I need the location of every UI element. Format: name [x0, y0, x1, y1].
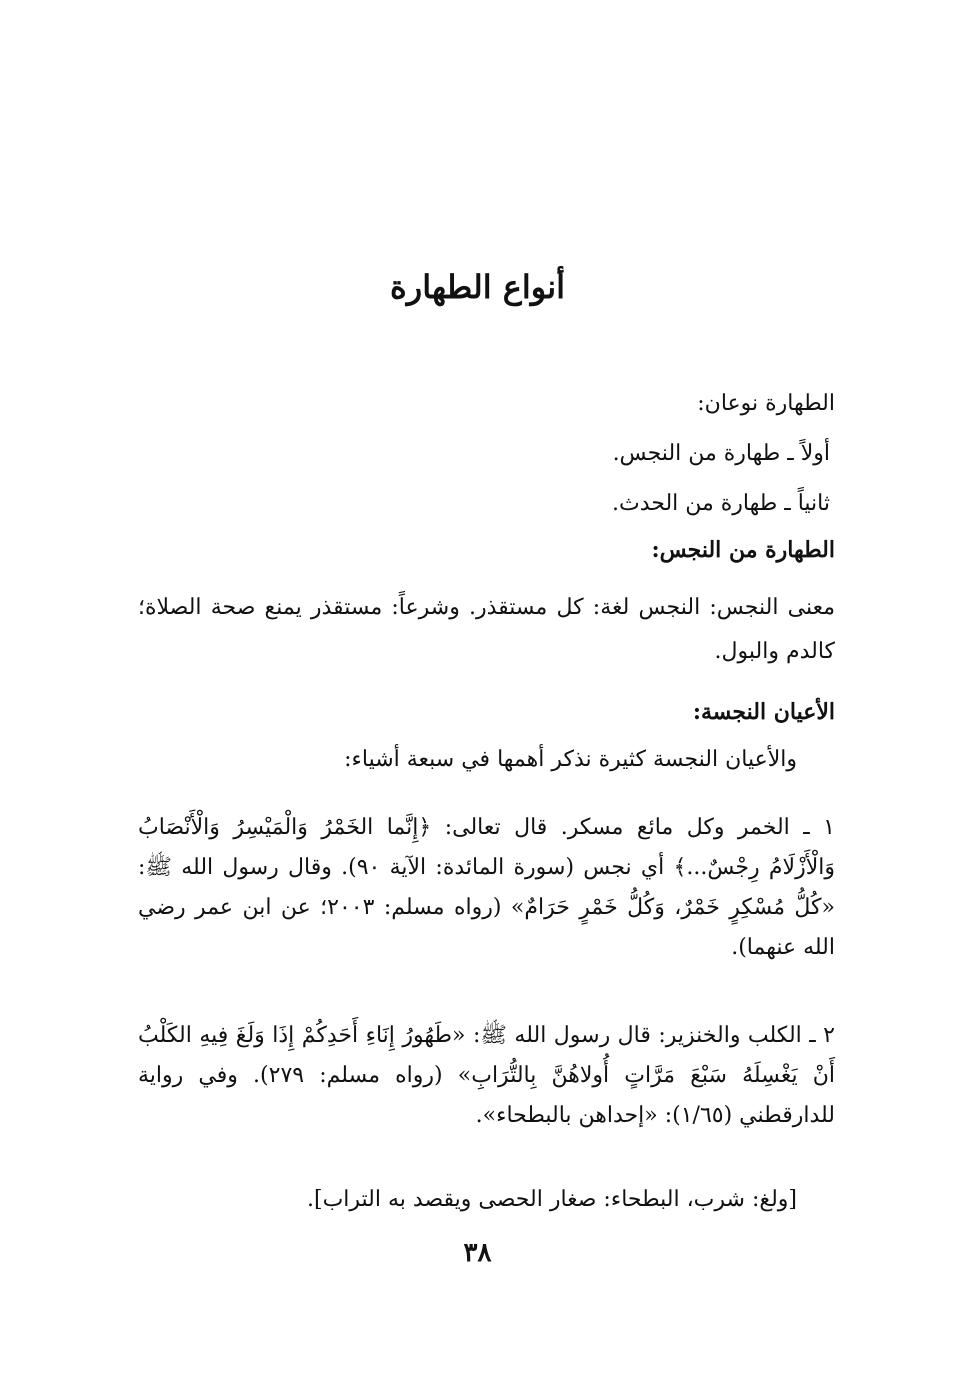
section-1-heading: الطهارة من النجس:	[651, 537, 835, 563]
page-title: أنواع الطهارة	[389, 268, 566, 306]
list-item-1: ١ ـ الخمر وكل مائع مسكر. قال تعالى: ﴿إِنَّما الخَمْرُ وَالْمَيْسِرُ وَالْأَنْصَابُ وَالْأَزْلَامُ رِجْسٌ...﴾ أي نجس (سورة المائدة: الآية ٩٠). وقال رسول الله ﷺ: «كُلُّ مُسْكِرٍ خَمْرٌ، وَكُلُّ خَمْرٍ حَرَامٌ» (رواه مسلم: ٢٠٠٣؛ عن ابن عمر رضي الله عنهما).	[138, 815, 835, 960]
intro-line: الطهارة نوعان:	[697, 391, 835, 416]
section-2-paragraph: والأعيان النجسة كثيرة نذكر أهمها في سبعة أشياء:	[344, 747, 797, 772]
section-2-heading: الأعيان النجسة:	[692, 699, 835, 725]
page-number: ٣٨	[463, 1238, 492, 1268]
footnote: [ولغ: شرب، البطحاء: صغار الحصى ويقصد به التراب].	[307, 1187, 797, 1212]
section-1-paragraph: معنى النجس: النجس لغة: كل مستقذر. وشرعاً: مستقذر يمنع صحة الصلاة؛ كالدم والبول.	[138, 595, 835, 664]
list-item-2: ٢ ـ الكلب والخنزير: قال رسول الله ﷺ: «طَهُورُ إِنَاءِ أَحَدِكُمْ إِذَا وَلَغَ فِيهِ الكَلْبُ أَنْ يَغْسِلَهُ سَبْعَ مَرَّاتٍ أُولاهُنَّ بِالتُّرَابِ» (رواه مسلم: ٢٧٩). وفي رواية للدارقطني (١/٦٥): «إحداهن بالبطحاء».	[138, 1023, 835, 1128]
intro-item-1: أولاً ـ طهارة من النجس.	[612, 441, 830, 466]
intro-item-2: ثانياً ـ طهارة من الحدث.	[611, 491, 830, 516]
